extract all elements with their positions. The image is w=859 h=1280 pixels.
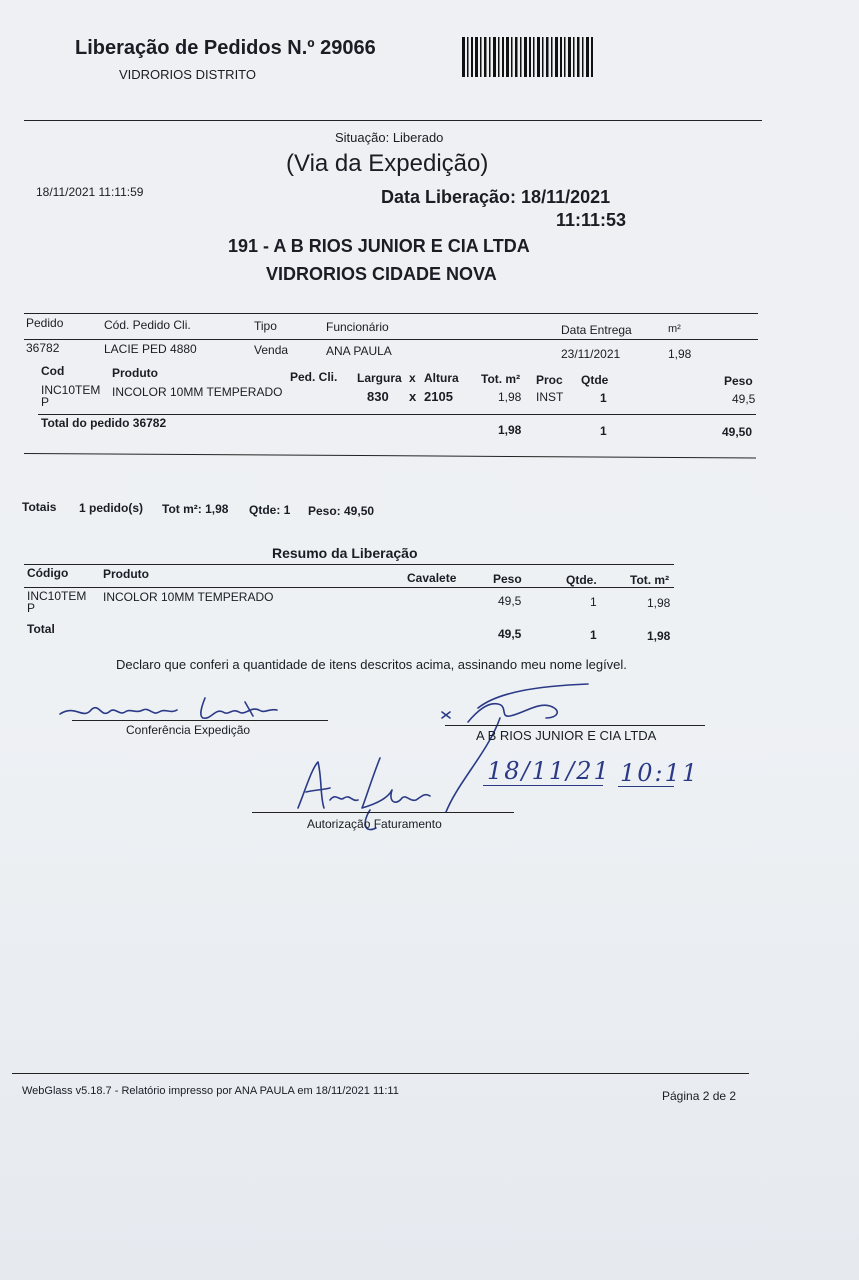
- summary-header-peso: Peso: [493, 572, 522, 586]
- header-pedido: Pedido: [26, 316, 64, 330]
- summary-header-qtde: Qtde.: [566, 573, 597, 587]
- signature-line: [252, 812, 514, 813]
- totals-m2: Tot m²: 1,98: [162, 502, 229, 516]
- item-header-cod: Cod: [41, 364, 65, 378]
- client-order-code: LACIE PED 4880: [104, 342, 197, 356]
- client-name: 191 - A B RIOS JUNIOR E CIA LTDA: [228, 236, 530, 256]
- client-label: A B RIOS JUNIOR E CIA LTDA: [476, 728, 657, 743]
- release-date: Data Liberação: 18/11/2021: [381, 187, 611, 207]
- company-name: VIDRORIOS DISTRITO: [119, 67, 256, 82]
- order-total-label: Total do pedido 36782: [41, 416, 167, 430]
- divider: [24, 313, 758, 314]
- header-cod-pedido-cli: Cód. Pedido Cli.: [104, 318, 191, 332]
- summary-header-codigo: Código: [27, 566, 69, 580]
- date-underline: [483, 785, 603, 786]
- barcode: [462, 37, 594, 77]
- item-product: INCOLOR 10MM TEMPERADO: [112, 385, 283, 399]
- footer-page-number: Página 2 de 2: [662, 1089, 737, 1103]
- signature-line: [72, 720, 328, 721]
- item-header-ped-cli: Ped. Cli.: [290, 370, 338, 384]
- handwritten-time: 10:11: [620, 759, 700, 787]
- footer-divider: [12, 1073, 749, 1074]
- divider: [24, 339, 758, 340]
- item-header-proc: Proc: [536, 373, 563, 387]
- header-tipo: Tipo: [254, 319, 277, 333]
- summary-code-line1: INC10TEM: [27, 589, 87, 603]
- item-weight: 49,5: [732, 392, 756, 406]
- item-header-peso: Peso: [724, 374, 753, 388]
- item-header-tot-m2: Tot. m²: [481, 372, 521, 386]
- handwritten-date: 18/11/21: [487, 757, 611, 785]
- order-total-m2: 1,98: [498, 423, 522, 437]
- item-header-altura: Altura: [424, 371, 459, 385]
- handwritten-signature-client: [438, 682, 598, 822]
- summary-header-cavalete: Cavalete: [407, 571, 457, 585]
- item-code-line1: INC10TEM: [41, 383, 101, 397]
- totals-label: Totais: [22, 500, 57, 514]
- summary-total-weight: 49,5: [498, 627, 522, 641]
- status-label: Situação: Liberado: [335, 130, 444, 145]
- item-header-produto: Produto: [112, 366, 158, 380]
- via-label: (Via da Expedição): [286, 150, 489, 177]
- summary-total-label: Total: [27, 622, 55, 636]
- item-code-line2: P: [41, 395, 50, 409]
- summary-code-line2: P: [27, 601, 36, 615]
- footer-report-info: WebGlass v5.18.7 - Relatório impresso por ANA PAULA em 18/11/2021 11:11: [22, 1085, 399, 1097]
- divider: [24, 587, 674, 588]
- summary-title: Resumo da Liberação: [272, 545, 418, 561]
- item-header-largura: Largura: [357, 371, 402, 385]
- summary-total-m2: 1,98: [647, 629, 671, 643]
- order-m2: 1,98: [668, 347, 692, 361]
- document-title: Liberação de Pedidos N.º 29066: [75, 37, 376, 59]
- delivery-date: 23/11/2021: [561, 347, 621, 361]
- summary-m2: 1,98: [647, 596, 671, 610]
- printed-datetime: 18/11/2021 11:11:59: [36, 185, 144, 199]
- signature-line: [445, 725, 705, 726]
- summary-header-produto: Produto: [103, 567, 149, 581]
- summary-qty: 1: [590, 595, 597, 609]
- divider: [24, 120, 762, 121]
- summary-weight: 49,5: [498, 594, 522, 608]
- order-number: 36782: [26, 341, 60, 355]
- declaration-text: Declaro que conferi a quantidade de itens descritos acima, assinando meu nome legível.: [116, 657, 627, 672]
- summary-total-qty: 1: [590, 628, 597, 642]
- totals-weight: Peso: 49,50: [308, 504, 375, 518]
- divider: [24, 564, 674, 565]
- item-tot-m2: 1,98: [498, 390, 522, 404]
- item-header-qtde: Qtde: [581, 373, 609, 387]
- item-header-x: x: [409, 371, 416, 385]
- divider: [38, 414, 756, 415]
- order-type: Venda: [254, 343, 289, 357]
- autorizacao-label: Autorização Faturamento: [307, 817, 442, 831]
- item-qty: 1: [600, 391, 607, 405]
- totals-orders: 1 pedido(s): [79, 501, 144, 515]
- time-underline: [618, 786, 674, 787]
- header-funcionario: Funcionário: [326, 320, 389, 334]
- header-m2: m²: [668, 323, 681, 335]
- summary-product: INCOLOR 10MM TEMPERADO: [103, 590, 274, 604]
- order-total-qty: 1: [600, 424, 607, 438]
- item-proc: INST: [536, 390, 564, 404]
- item-width: 830: [367, 389, 389, 404]
- conferencia-label: Conferência Expedição: [126, 723, 251, 737]
- item-x: x: [409, 389, 417, 404]
- item-height: 2105: [424, 389, 453, 404]
- release-time: 11:11:53: [556, 210, 627, 230]
- totals-qty: Qtde: 1: [249, 503, 291, 517]
- summary-header-tot-m2: Tot. m²: [630, 573, 670, 587]
- header-data-entrega: Data Entrega: [561, 323, 632, 337]
- client-branch: VIDRORIOS CIDADE NOVA: [266, 264, 497, 284]
- order-total-weight: 49,50: [722, 425, 753, 439]
- employee: ANA PAULA: [326, 344, 392, 358]
- divider: [24, 453, 756, 458]
